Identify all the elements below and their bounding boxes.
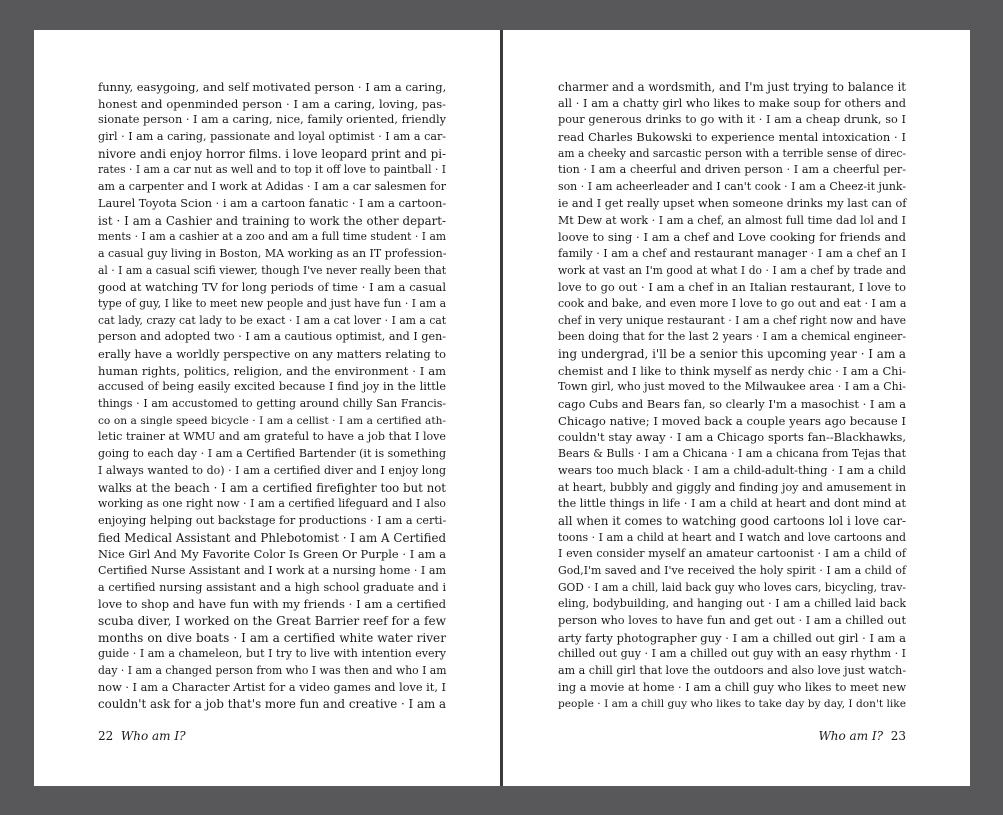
text-line: all when it comes to watching good cartoons lol i love car- bbox=[558, 513, 906, 528]
text-line: love to shop and have fun with my friends · I am a certified bbox=[98, 597, 446, 612]
text-line: guide · I am a chameleon, but I try to live with intention every bbox=[98, 647, 446, 661]
text-line: loove to sing · I am a chef and Love cooking for friends and bbox=[558, 230, 906, 245]
text-line: I even consider myself an amateur cartoonist · I am a child of bbox=[558, 547, 906, 561]
text-line: things · I am accustomed to getting around chilly San Francis- bbox=[98, 397, 446, 411]
left-page-text bbox=[98, 79, 446, 713]
text-line: accused of being easily excited because I find joy in the little bbox=[98, 380, 446, 394]
text-line: toons · I am a child at heart and I watch and love cartoons and bbox=[558, 530, 906, 544]
left-page-footer bbox=[98, 729, 186, 743]
text-line: letic trainer at WMU and am grateful to have a job that I love bbox=[98, 430, 446, 444]
text-line: type of guy, I like to meet new people and just have fun · I am a bbox=[98, 296, 446, 310]
text-line: Nice Girl And My Favorite Color Is Green Or Purple · I am a bbox=[98, 547, 446, 562]
text-line: at heart, bubbly and giggly and finding joy and amusement in bbox=[558, 480, 906, 494]
text-line: GOD · I am a chill, laid back guy who loves cars, bicycling, trav- bbox=[558, 580, 906, 594]
text-line: chef in very unique restaurant · I am a chef right now and have bbox=[558, 313, 906, 327]
text-line: love to go out · I am a chef in an Italian restaurant, I love to bbox=[558, 280, 906, 295]
text-line: arty farty photographer guy · I am a chilled out girl · I am a bbox=[558, 630, 906, 645]
text-line: ist · I am a Cashier and training to work the other depart- bbox=[98, 213, 446, 228]
text-line: been doing that for the last 2 years · I am a chemical engineer- bbox=[558, 330, 906, 344]
text-line: human rights, politics, religion, and the environment · I am bbox=[98, 363, 446, 378]
text-line: am a carpenter and I work at Adidas · I am a car salesmen for bbox=[98, 180, 446, 194]
text-line: tion · I am a cheerful and driven person · I am a cheerful per- bbox=[558, 163, 906, 177]
text-line: charmer and a wordsmith, and I'm just trying to balance it bbox=[558, 80, 906, 94]
text-line: co on a single speed bicycle · I am a cellist · I am a certified ath- bbox=[98, 414, 446, 427]
text-line: good at watching TV for long periods of time · I am a casual bbox=[98, 280, 446, 295]
right-page-footer bbox=[818, 729, 906, 743]
text-line: Certified Nurse Assistant and I work at a nursing home · I am bbox=[98, 563, 446, 577]
text-line: Chicago native; I moved back a couple years ago because I bbox=[558, 413, 906, 428]
text-line: working as one right now · I am a certified lifeguard and I also bbox=[98, 497, 446, 511]
page-number: 23 bbox=[890, 729, 906, 743]
text-line: funny, easygoing, and self motivated person · I am a caring, bbox=[98, 80, 447, 94]
text-line: Laurel Toyota Scion · i am a cartoon fanatic · I am a cartoon- bbox=[98, 196, 447, 210]
text-line: rates · I am a car nut as well and to top it off love to paintball · I bbox=[98, 163, 446, 177]
text-line: fied Medical Assistant and Phlebotomist · I am A Certified bbox=[98, 530, 446, 545]
text-line: ie and I get really upset when someone drinks my last can of bbox=[558, 196, 907, 210]
text-line: chemist and I like to think myself as nerdy chic · I am a Chi- bbox=[558, 363, 906, 378]
text-line: months on dive boats · I am a certified white water river bbox=[98, 630, 446, 645]
text-line: God,I'm saved and I've received the holy spirit · I am a child of bbox=[558, 563, 906, 577]
text-line: a certified nursing assistant and a high school graduate and i bbox=[98, 580, 446, 594]
text-line: ments · I am a cashier at a zoo and am a full time student · I am bbox=[98, 230, 446, 244]
text-line: Bears & Bulls · I am a Chicana · I am a chicana from Tejas that bbox=[558, 447, 906, 461]
text-line: cat lady, crazy cat lady to be exact · I am a cat lover · I am a cat bbox=[98, 313, 446, 327]
text-line: cook and bake, and even more I love to go out and eat · I am a bbox=[558, 296, 907, 310]
text-line: am a cheeky and sarcastic person with a terrible sense of direc- bbox=[558, 146, 906, 160]
text-line: people · I am a chill guy who likes to take day by day, I don't like bbox=[558, 698, 906, 711]
running-title: Who am I? bbox=[120, 729, 186, 743]
text-line: scuba diver, I worked on the Great Barrier reef for a few bbox=[98, 614, 446, 628]
text-line: honest and openminded person · I am a caring, loving, pas- bbox=[98, 96, 446, 111]
text-line: Town girl, who just moved to the Milwaukee area · I am a Chi- bbox=[558, 380, 906, 394]
text-line: pour generous drinks to go with it · I am a cheap drunk, so I bbox=[558, 113, 906, 127]
text-line: am a chill girl that love the outdoors and also love just watch- bbox=[558, 664, 907, 678]
text-line: enjoying helping out backstage for productions · I am a certi- bbox=[98, 513, 447, 527]
text-line: couldn't ask for a job that's more fun and creative · I am a bbox=[98, 697, 446, 712]
text-line: ing undergrad, i'll be a senior this upcoming year · I am a bbox=[558, 347, 906, 361]
text-line: day · I am a changed person from who I was then and who I am bbox=[98, 664, 447, 678]
text-line: walks at the beach · I am a certified firefighter too but not bbox=[98, 480, 446, 495]
text-line: sionate person · I am a caring, nice, family oriented, friendly bbox=[98, 113, 446, 127]
text-line: cago Cubs and Bears fan, so clearly I'm a masochist · I am a bbox=[558, 397, 906, 412]
text-line: wears too much black · I am a child-adult-thing · I am a child bbox=[558, 463, 906, 477]
right-page-text bbox=[558, 79, 906, 713]
text-line: ing a movie at home · I am a chill guy who likes to meet new bbox=[558, 680, 906, 694]
page-number: 22 bbox=[98, 729, 114, 743]
text-line: chilled out guy · I am a chilled out guy with an easy rhythm · I bbox=[558, 647, 906, 661]
text-line: Mt Dew at work · I am a chef, an almost full time dad lol and I bbox=[558, 213, 906, 227]
text-line: a casual guy living in Boston, MA working as an IT profession- bbox=[98, 246, 447, 260]
right-page bbox=[503, 30, 970, 786]
text-line: couldn't stay away · I am a Chicago sports fan--Blackhawks, bbox=[558, 430, 906, 445]
text-line: girl · I am a caring, passionate and loyal optimist · I am a car- bbox=[98, 130, 446, 144]
text-line: work at vast an I'm good at what I do · I am a chef by trade and bbox=[558, 263, 906, 277]
running-title: Who am I? bbox=[818, 729, 884, 743]
text-line: al · I am a casual scifi viewer, though I've never really been that bbox=[98, 263, 446, 277]
text-line: family · I am a chef and restaurant manager · I am a chef an I bbox=[558, 246, 906, 260]
text-line: erally have a worldly perspective on any matters relating to bbox=[98, 347, 446, 361]
text-line: person and adopted two · I am a cautious optimist, and I gen- bbox=[98, 330, 446, 344]
text-line: I always wanted to do) · I am a certified diver and I enjoy long bbox=[98, 463, 446, 477]
text-line: the little things in life · I am a child at heart and dont mind at bbox=[558, 497, 906, 511]
text-line: read Charles Bukowski to experience mental intoxication · I bbox=[558, 130, 906, 145]
text-line: now · I am a Character Artist for a video games and love it, I bbox=[98, 680, 446, 694]
text-line: eling, bodybuilding, and hanging out · I am a chilled laid back bbox=[558, 597, 906, 611]
text-line: son · I am acheerleader and I can't cook · I am a Cheez-it junk- bbox=[558, 180, 906, 194]
text-line: person who loves to have fun and get out · I am a chilled out bbox=[558, 614, 906, 627]
left-page bbox=[34, 30, 501, 786]
text-line: going to each day · I am a Certified Bartender (it is something bbox=[98, 447, 446, 461]
text-line: all · I am a chatty girl who likes to make soup for others and bbox=[558, 96, 906, 110]
text-line: nivore andi enjoy horror films. i love leopard print and pi- bbox=[98, 146, 447, 161]
